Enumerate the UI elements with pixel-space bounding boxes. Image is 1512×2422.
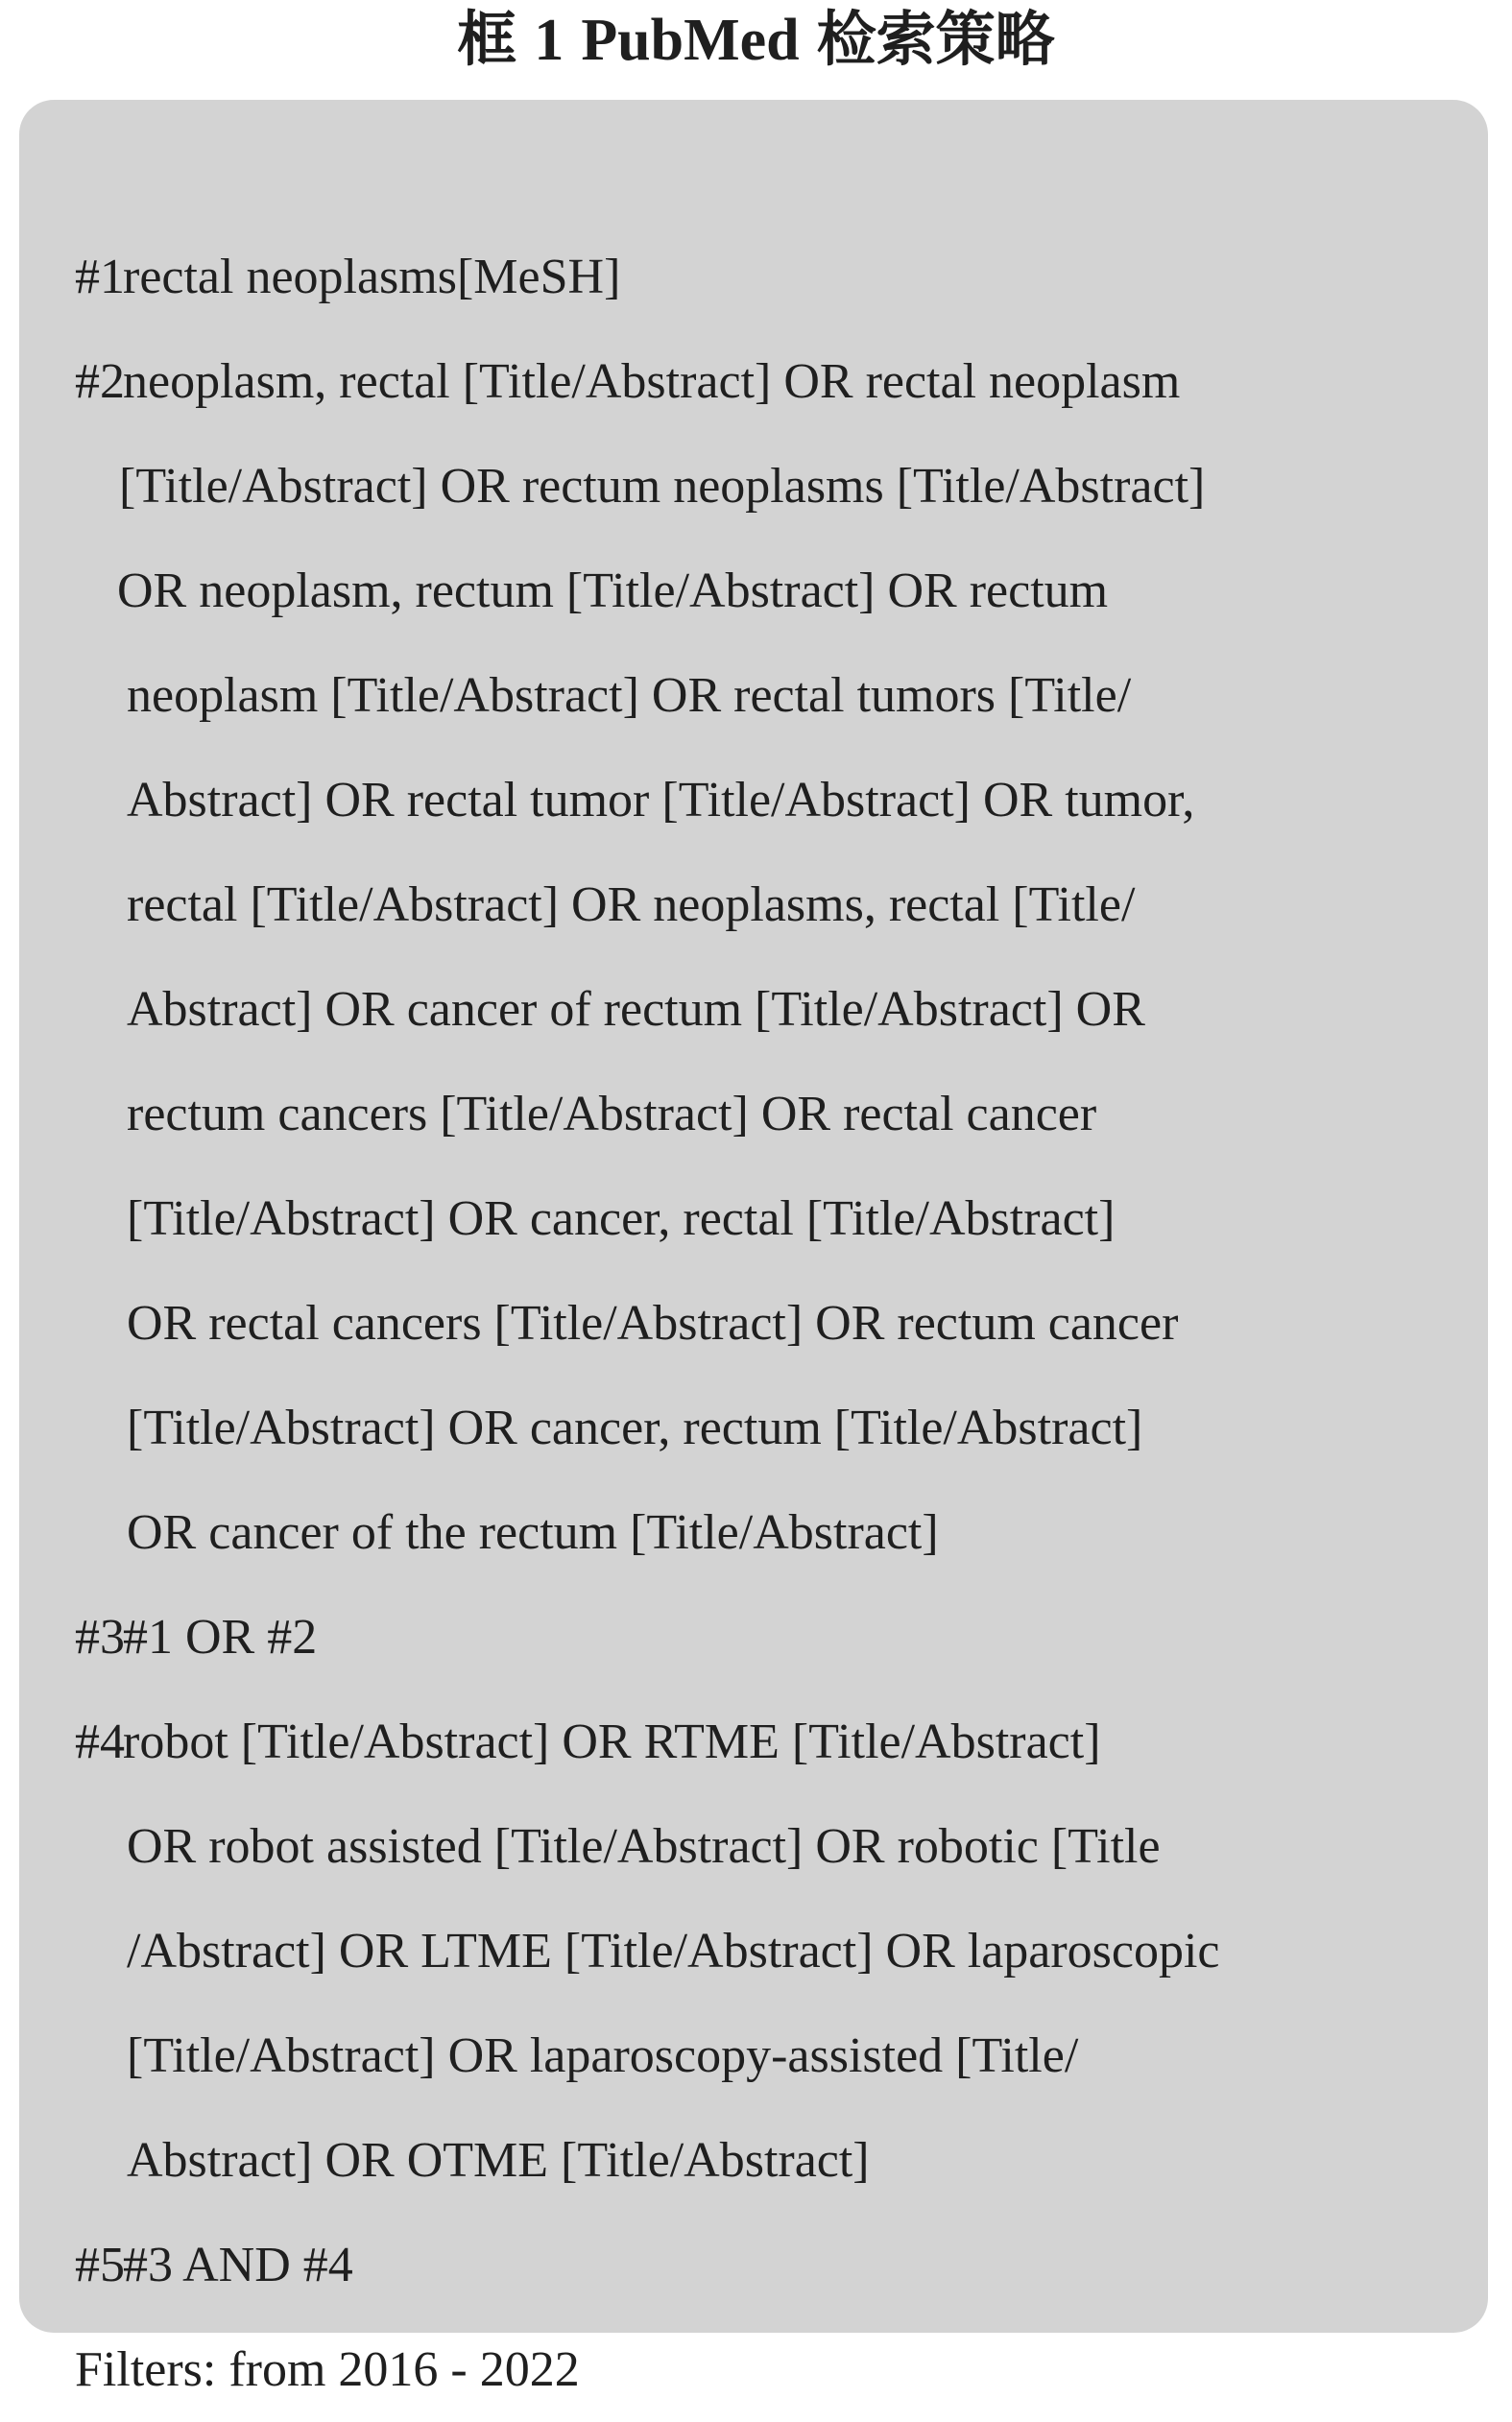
- entry-4-line: robot [Title/Abstract] OR RTME [Title/Abstract]: [123, 1715, 1101, 1769]
- entry-4-number: #4: [75, 1715, 125, 1769]
- entry-1-line: rectal neoplasms[MeSH]: [123, 250, 621, 304]
- entry-2-line: [Title/Abstract] OR cancer, rectum [Title/Abstract]: [127, 1401, 1143, 1455]
- entry-4-line: OR robot assisted [Title/Abstract] OR robotic [Title: [127, 1819, 1161, 1874]
- entry-3-number: #3: [75, 1610, 125, 1665]
- search-strategy-box: [19, 100, 1488, 2397]
- title-text: 检索策略: [816, 8, 1055, 73]
- box-label: 框: [457, 8, 517, 73]
- entry-2-line: rectal [Title/Abstract] OR neoplasms, rectal [Title/: [127, 877, 1136, 932]
- entry-2-line: OR cancer of the rectum [Title/Abstract]: [127, 1505, 939, 1560]
- box-number: 1: [534, 8, 564, 73]
- entry-3-line: #1 OR #2: [123, 1610, 318, 1665]
- entry-2-line: rectum cancers [Title/Abstract] OR rectal cancer: [127, 1087, 1097, 1141]
- entry-2-line: OR rectal cancers [Title/Abstract] OR rectum cancer: [127, 1296, 1179, 1351]
- entry-1-number: #1: [75, 250, 125, 304]
- entry-5-line: #3 AND #4: [123, 2238, 353, 2292]
- entry-2-line: [Title/Abstract] OR cancer, rectal [Title/Abstract]: [127, 1191, 1116, 1246]
- entry-5-number: #5: [75, 2238, 125, 2292]
- entry-2-line: neoplasm [Title/Abstract] OR rectal tumors [Title/: [127, 668, 1132, 723]
- box-title: [0, 4, 1512, 77]
- entry-4-line: Abstract] OR OTME [Title/Abstract]: [127, 2133, 870, 2188]
- entry-2-line: [Title/Abstract] OR rectum neoplasms [Title/Abstract]: [119, 459, 1206, 514]
- entry-2-line: OR neoplasm, rectum [Title/Abstract] OR rectum: [117, 564, 1109, 618]
- entry-2-line: Abstract] OR rectal tumor [Title/Abstract] OR tumor,: [127, 773, 1195, 827]
- entry-2-number: #2: [75, 354, 125, 409]
- entry-4-line: /Abstract] OR LTME [Title/Abstract] OR laparoscopic: [127, 1924, 1220, 1978]
- entry-2-line: Abstract] OR cancer of rectum [Title/Abstract] OR: [127, 982, 1145, 1037]
- filters-note: Filters: from 2016 - 2022: [75, 2342, 580, 2397]
- entry-4-line: [Title/Abstract] OR laparoscopy-assisted [Title/: [127, 2028, 1079, 2083]
- database-name: PubMed: [581, 8, 800, 73]
- entry-2-line: neoplasm, rectal [Title/Abstract] OR rectal neoplasm: [123, 354, 1181, 409]
